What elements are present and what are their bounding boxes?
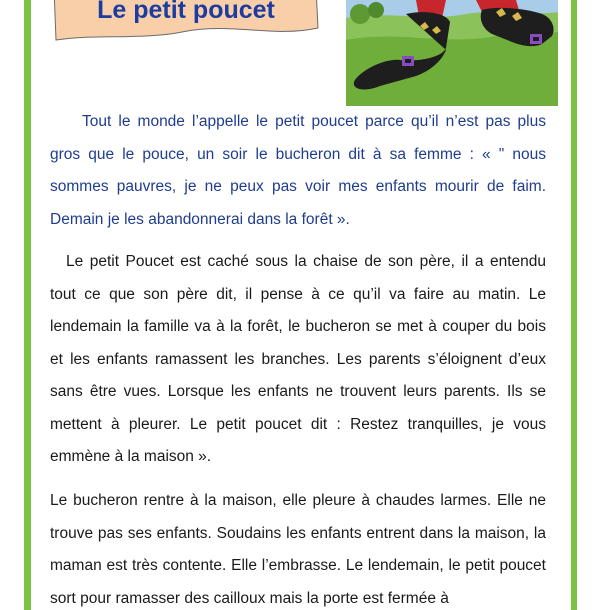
title-banner bbox=[52, 0, 320, 46]
left-green-border bbox=[24, 0, 31, 610]
paragraph-2: Le petit Poucet est caché sous la chaise de son père, il a entendu tout ce que son père dit, il pense à ce qu’il va faire au matin. Le lendemain la famille va à la forêt, le bucheron se met à couper du bois et les enfants ramassent les branches. Les parents s’éloignent d’eux sans être vues. Lorsque les enfants ne trouvent leurs parents. Ils se mettent à pleurer. Le petit poucet dit : Restez tranquilles, je vous emmène à la maison ». bbox=[50, 253, 546, 465]
paragraph-3: Le bucheron rentre à la maison, elle pleure à chaudes larmes. Elle ne trouve pas ses enfants. Soudains les enfants entrent dans la maison, la maman est très contente. Elle l’embrasse. Le lendemain, le petit poucet sort pour ramasser des cailloux mais la porte est fermée à bbox=[50, 492, 546, 607]
walking-boots-illustration bbox=[346, 0, 558, 106]
page-title: Le petit poucet bbox=[97, 0, 275, 24]
right-green-border bbox=[571, 0, 577, 610]
paragraph-1: Tout le monde l’appelle le petit poucet parce qu’il n’est pas plus gros que le pouce, un soir le bucheron dit à sa femme : « " nous sommes pauvres, je ne peux pas voir mes enfants mourir de faim. Demain je les abandonnerai dans la forêt ». bbox=[50, 113, 546, 228]
